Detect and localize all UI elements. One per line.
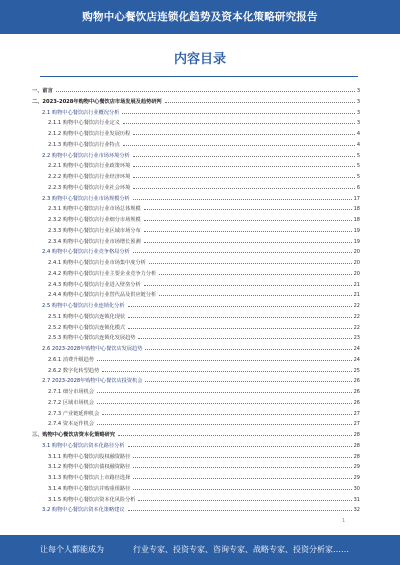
toc-entry-page: 21 [353, 281, 360, 288]
toc-entry-label: 2.5 购物中心餐饮店行业连锁化分析 [42, 303, 125, 309]
toc-entry-label: 二、2023-2028年购物中心餐饮店市场发展及趋势研判 [32, 98, 162, 105]
toc-entry-page: 30 [353, 485, 360, 492]
toc-entry[interactable] [42, 192, 360, 202]
toc-entry-page: 18 [353, 217, 360, 223]
toc-leader-dots [144, 285, 352, 286]
toc-entry[interactable] [48, 460, 360, 470]
toc-entry-label: 3.1.2 购物中心餐饮店债权融资路径 [48, 464, 131, 471]
toc-entry-label: 2.4 购物中心餐饮店行业竞争格局分析 [42, 249, 130, 256]
toc-leader-dots [97, 392, 352, 393]
toc-entry-page: 28 [353, 432, 360, 438]
toc-entry-page: 4 [356, 141, 360, 148]
toc-entry-label: 2.5.3 购物中心餐饮店连锁化发展趋势 [48, 335, 136, 342]
toc-entry-page: 25 [353, 367, 360, 374]
toc-leader-dots [133, 489, 351, 490]
toc-entry[interactable] [32, 95, 360, 105]
report-header [0, 0, 400, 34]
toc-leader-dots [97, 360, 352, 361]
toc-entry[interactable] [48, 353, 360, 363]
toc-leader-dots [133, 467, 351, 468]
toc-entry-page: 19 [353, 227, 360, 234]
toc-leader-dots [128, 306, 352, 307]
toc-heading: 内容目录 [173, 52, 226, 67]
toc-entry-page: 29 [353, 464, 360, 471]
toc-leader-dots [138, 500, 351, 501]
toc-entry[interactable] [48, 407, 360, 417]
toc-entry-label: 2.4.4 购物中心餐饮店行业替代品及供应链分析 [48, 292, 157, 299]
toc-leader-dots [145, 349, 351, 350]
toc-entry-page: 28 [353, 453, 360, 460]
toc-entry-page: 4 [356, 131, 360, 137]
toc-entry[interactable] [42, 149, 360, 159]
toc-leader-dots [159, 295, 351, 296]
toc-entry-page: 26 [353, 378, 360, 385]
toc-leader-dots [128, 510, 352, 511]
toc-entry-label: 2.1 购物中心餐饮店行业概况分析 [42, 109, 120, 116]
toc-entry-page: 18 [353, 206, 360, 213]
toc-leader-dots [133, 134, 355, 135]
toc-entry-label: 2.3.3 购物中心餐饮店行业区域市场分布 [48, 227, 141, 234]
toc-leader-dots [128, 446, 352, 447]
toc-entry[interactable] [48, 224, 360, 234]
toc-entry[interactable] [48, 202, 360, 212]
toc-leader-dots [145, 381, 351, 382]
toc-entry-page: 3 [356, 88, 360, 94]
toc-entry-page: 17 [353, 195, 360, 202]
toc-entry-label: 3.1.3 购物中心餐饮店上市路径选择 [48, 475, 131, 481]
toc-entry-page: 6 [356, 184, 360, 191]
toc-entry-page: 20 [353, 270, 360, 277]
toc-entry-label: 2.2.3 购物中心餐饮店行业社会环境 [48, 184, 131, 191]
toc-leader-dots [123, 145, 355, 146]
toc-entry[interactable] [48, 181, 360, 191]
toc-entry[interactable] [48, 364, 360, 374]
toc-entry[interactable] [48, 385, 360, 395]
toc-entry[interactable] [42, 106, 360, 116]
toc-entry[interactable] [48, 213, 360, 223]
toc-leader-dots [128, 328, 352, 329]
toc-entry-page: 21 [353, 292, 360, 299]
toc-leader-dots [149, 263, 352, 264]
toc-entry-label: 2.5.1 购物中心餐饮店连锁化现状 [48, 313, 126, 320]
toc-entry[interactable] [48, 493, 360, 503]
report-footer [0, 535, 400, 565]
toc-entry-label: 2.7.1 细分市场机会 [48, 389, 94, 395]
toc-leader-dots [102, 371, 351, 372]
toc-leader-dots [118, 435, 352, 436]
toc-entry[interactable] [42, 299, 360, 309]
toc-leader-dots [97, 403, 352, 404]
toc-leader-dots [144, 242, 352, 243]
toc-entry[interactable] [48, 235, 360, 245]
toc-entry-label: 3.1 购物中心餐饮店资本化路径分析 [42, 442, 125, 449]
toc-entry-label: 2.3 购物中心餐饮店行业市场规模分析 [42, 195, 130, 202]
toc-entry-page: 3 [356, 98, 360, 105]
toc-entry[interactable] [48, 321, 360, 331]
toc-leader-dots [159, 274, 351, 275]
toc-entry-page: 22 [353, 313, 360, 320]
toc-entry[interactable] [48, 482, 360, 492]
toc-entry-label: 3.1.4 购物中心餐饮店并购重组路径 [48, 485, 131, 492]
toc-entry-page: 31 [353, 496, 360, 503]
toc-entry-label: 2.5.2 购物中心餐饮店连锁化模式 [48, 324, 126, 331]
toc-entry[interactable] [48, 396, 360, 406]
toc-entry-label: 2.6.2 数字化转型趋势 [48, 367, 100, 374]
toc-entry-page: 20 [353, 260, 360, 266]
toc-entry[interactable] [48, 278, 360, 288]
toc-entry-label: 2.3.2 购物中心餐饮店行业细分市场规模 [48, 217, 141, 223]
toc-entry[interactable] [48, 116, 360, 126]
toc-entry-label: 3.1.5 购物中心餐饮店资本化风险分析 [48, 496, 136, 503]
toc-entry-label: 一、前言 [32, 88, 53, 94]
toc-entry-page: 32 [353, 507, 360, 514]
toc-entry-page: 3 [356, 120, 360, 127]
toc-entry-label: 2.6.1 消费升级趋势 [48, 356, 94, 363]
footer-roles: 行业专家、投资专家、咨询专家、战略专家、投资分析家…… [133, 545, 349, 554]
toc-entry[interactable] [48, 138, 360, 148]
toc-leader-dots [144, 209, 352, 210]
toc-entry-label: 2.3.4 购物中心餐饮店行业市场增长预测 [48, 238, 141, 245]
toc-heading-rule [40, 76, 358, 77]
toc-entry[interactable] [48, 288, 360, 298]
toc-leader-dots [133, 199, 352, 200]
page-number: 1 [342, 518, 346, 524]
table-of-contents [0, 84, 400, 524]
toc-entry-label: 2.2.1 购物中心餐饮店行业政策环境 [48, 163, 131, 170]
toc-entry-page: 23 [353, 335, 360, 342]
toc-leader-dots [128, 317, 352, 318]
toc-leader-dots [56, 91, 355, 92]
toc-entry-page: 20 [353, 249, 360, 256]
toc-entry-page: 19 [353, 238, 360, 245]
toc-entry-label: 2.7 2023-2028年购物中心餐饮店投资机会 [42, 378, 143, 385]
toc-leader-dots [138, 338, 351, 339]
toc-entry-label: 2.3.1 购物中心餐饮店行业市场总体规模 [48, 206, 141, 213]
toc-entry-page: 22 [353, 324, 360, 331]
toc-entry[interactable] [48, 127, 360, 137]
toc-entry[interactable] [48, 417, 360, 427]
toc-entry-page: 3 [356, 109, 360, 116]
toc-leader-dots [133, 177, 355, 178]
toc-leader-dots [165, 102, 355, 103]
toc-leader-dots [144, 231, 352, 232]
toc-entry-page: 27 [353, 410, 360, 417]
toc-leader-dots [97, 424, 352, 425]
footer-slogan: 让每个人都能成为 [40, 545, 104, 554]
toc-entry-label: 2.2.2 购物中心餐饮店行业经济环境 [48, 174, 131, 180]
toc-entry-page: 29 [353, 475, 360, 481]
toc-entry-label: 3.2 购物中心餐饮店资本化策略建议 [42, 507, 125, 514]
toc-entry[interactable] [48, 471, 360, 481]
toc-entry-label: 2.6 2023-2028年购物中心餐饮店发展趋势 [42, 346, 143, 352]
toc-entry-page: 5 [356, 152, 360, 159]
toc-leader-dots [133, 166, 355, 167]
toc-entry-label: 2.7.2 区域市场机会 [48, 399, 94, 406]
toc-entry-label: 2.1.3 购物中心餐饮店行业特点 [48, 141, 120, 148]
toc-entry-page: 24 [353, 346, 360, 352]
toc-entry[interactable] [48, 170, 360, 180]
toc-entry-label: 2.7.4 资本运作机会 [48, 421, 94, 428]
toc-leader-dots [133, 457, 351, 458]
toc-entry-label: 2.4.1 购物中心餐饮店行业市场集中度分析 [48, 260, 146, 266]
toc-leader-dots [102, 414, 351, 415]
toc-leader-dots [123, 123, 355, 124]
toc-entry[interactable] [42, 342, 360, 352]
toc-entry[interactable] [48, 267, 360, 277]
report-title: 购物中心餐饮店连锁化趋势及资本化策略研究报告 [82, 11, 318, 23]
toc-leader-dots [133, 156, 355, 157]
toc-entry-page: 26 [353, 399, 360, 406]
toc-entry-label: 2.7.3 产业链延伸机会 [48, 410, 100, 417]
toc-entry-page: 22 [353, 303, 360, 309]
toc-leader-dots [133, 188, 355, 189]
toc-entry-page: 28 [353, 442, 360, 449]
toc-entry[interactable] [42, 439, 360, 449]
toc-entry-label: 2.4.3 购物中心餐饮店行业进入壁垒分析 [48, 281, 141, 288]
toc-leader-dots [144, 220, 352, 221]
toc-leader-dots [133, 478, 351, 479]
toc-entry-label: 3.1.1 购物中心餐饮店股权融资路径 [48, 453, 131, 460]
toc-leader-dots [122, 113, 354, 114]
toc-entry-label: 2.1.2 购物中心餐饮店行业发展历程 [48, 131, 131, 137]
toc-entry-label: 三、购物中心餐饮店资本化策略研究 [32, 432, 116, 438]
toc-entry-label: 2.2 购物中心餐饮店行业市场环境分析 [42, 152, 130, 159]
toc-entry[interactable] [48, 331, 360, 341]
toc-entry[interactable] [42, 374, 360, 384]
toc-leader-dots [133, 252, 352, 253]
toc-entry[interactable] [42, 245, 360, 255]
toc-entry-label: 2.4.2 购物中心餐饮店行业主要企业竞争力分析 [48, 270, 157, 277]
toc-entry[interactable] [48, 310, 360, 320]
toc-entry-page: 5 [356, 163, 360, 170]
toc-entry-label: 2.1.1 购物中心餐饮店行业定义 [48, 120, 120, 127]
toc-entry-page: 27 [353, 421, 360, 428]
toc-entry[interactable] [32, 84, 360, 94]
toc-entry-page: 26 [353, 389, 360, 395]
toc-entry-page: 5 [356, 174, 360, 180]
toc-entry[interactable] [48, 159, 360, 169]
toc-entry[interactable] [42, 503, 360, 513]
toc-entry[interactable] [48, 450, 360, 460]
toc-entry[interactable] [32, 428, 360, 438]
toc-entry-page: 24 [353, 356, 360, 363]
toc-entry[interactable] [48, 256, 360, 266]
